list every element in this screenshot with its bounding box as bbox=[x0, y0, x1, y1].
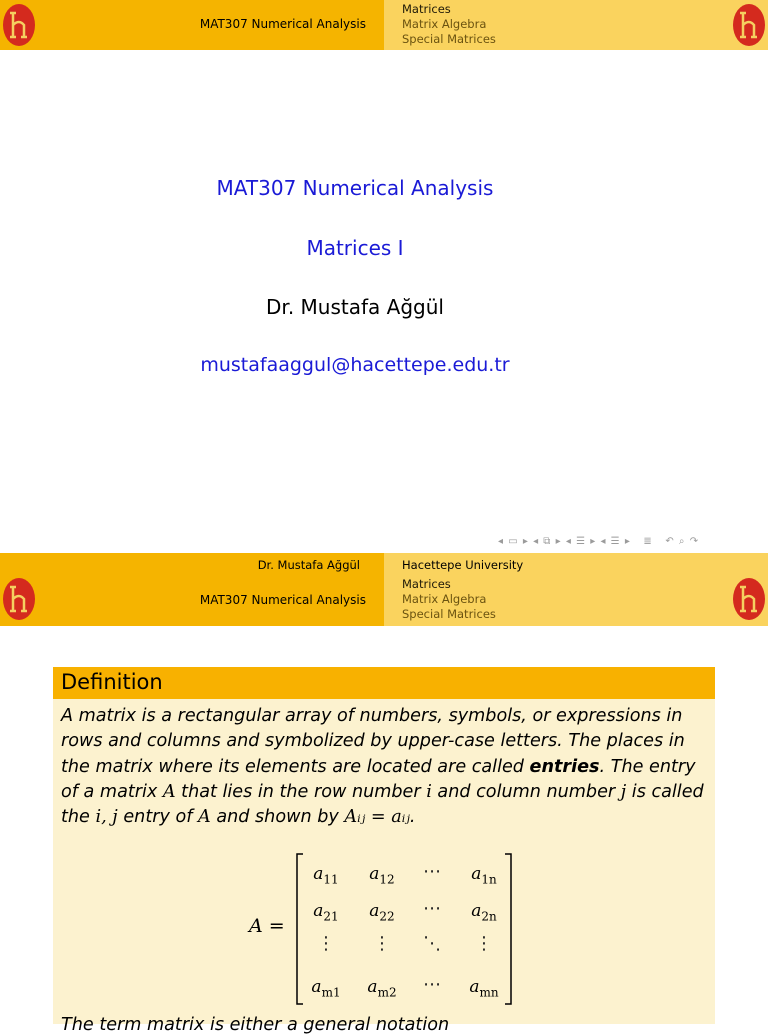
nav-search-icon[interactable]: ⌕ bbox=[678, 536, 686, 547]
section-special-matrices[interactable]: Special Matrices bbox=[402, 607, 496, 621]
definition-block-header bbox=[53, 667, 715, 699]
author-email-link[interactable]: mustafaaggul@hacettepe.edu.tr bbox=[200, 354, 510, 376]
hacettepe-logo-icon bbox=[2, 577, 36, 621]
nav-doc-icon[interactable]: ≣ bbox=[635, 536, 662, 547]
definition-text: A matrix is a rectangular array of numbers, symbols, or expressions in rows and columns and symbolized by upper-case letters. The places in the matrix where its elements are located are called entries. The entry of a matrix A that lies in the row number i and column number j is called the i, j entry of A and shown by Aᵢⱼ = aᵢⱼ. bbox=[61, 706, 704, 828]
slide2-university: Hacettepe University bbox=[402, 558, 524, 572]
matrix-entry: $a_{1n}$ bbox=[471, 864, 497, 887]
nav-redo-icon[interactable]: ↷ bbox=[689, 536, 700, 547]
slide2-course-name: MAT307 Numerical Analysis bbox=[199, 593, 366, 607]
section-matrices[interactable]: Matrices bbox=[402, 2, 451, 16]
matrix-display bbox=[53, 849, 715, 1009]
matrix-vdots: ⋮ bbox=[317, 933, 335, 954]
nav-subsection-icon[interactable]: ⧉ bbox=[543, 536, 552, 547]
author-name: Dr. Mustafa Ağgül bbox=[266, 295, 444, 319]
matrix-entry: $a_{11}$ bbox=[313, 864, 339, 887]
matrix-lhs: A = bbox=[249, 915, 285, 937]
matrix-hdots: ⋯ bbox=[423, 974, 441, 995]
matrix-vdots: ⋮ bbox=[373, 933, 391, 954]
nav-frame-prev-icon[interactable]: ◂ bbox=[498, 536, 505, 547]
matrix-hdots: ⋯ bbox=[423, 898, 441, 919]
nav-frame-next-icon[interactable]: ▸ bbox=[522, 536, 529, 547]
matrix-entry: $a_{22}$ bbox=[369, 901, 395, 924]
slide-title: MAT307 Numerical Analysis bbox=[216, 176, 494, 200]
nav-section-prev-icon[interactable]: ◂ bbox=[565, 536, 572, 547]
entries-term: entries bbox=[529, 756, 600, 777]
matrix-ddots: ⋱ bbox=[423, 933, 441, 954]
section-special-matrices[interactable]: Special Matrices bbox=[402, 32, 496, 46]
beamer-nav-bar bbox=[498, 536, 699, 552]
matrix-entry: $a_{21}$ bbox=[313, 901, 339, 924]
hacettepe-logo-icon bbox=[732, 3, 766, 47]
slide2-header bbox=[0, 553, 768, 626]
definition-title: Definition bbox=[61, 670, 163, 694]
nav-subsection-prev-icon[interactable]: ◂ bbox=[533, 536, 540, 547]
matrix-entry: $a_{mn}$ bbox=[469, 977, 499, 1000]
section-matrices[interactable]: Matrices bbox=[402, 577, 451, 591]
nav-part-prev-icon[interactable]: ◂ bbox=[600, 536, 607, 547]
nav-section-icon[interactable]: ☰ bbox=[576, 536, 587, 547]
section-matrix-algebra[interactable]: Matrix Algebra bbox=[402, 17, 487, 31]
matrix-entry: $a_{m1}$ bbox=[311, 977, 341, 1000]
entry-formula: Aᵢⱼ = aᵢⱼ bbox=[344, 807, 410, 828]
matrix-vdots: ⋮ bbox=[475, 933, 493, 954]
nav-undo-icon[interactable]: ↶ bbox=[665, 536, 675, 547]
slide-subtitle: Matrices I bbox=[306, 236, 404, 260]
matrix-hdots: ⋯ bbox=[423, 861, 441, 882]
hacettepe-logo-icon bbox=[2, 3, 36, 47]
matrix-entry: $a_{12}$ bbox=[369, 864, 395, 887]
nav-frame-icon[interactable]: ▭ bbox=[508, 536, 519, 547]
slide1-course-name: MAT307 Numerical Analysis bbox=[199, 17, 366, 31]
section-matrix-algebra[interactable]: Matrix Algebra bbox=[402, 592, 487, 606]
nav-subsection-next-icon[interactable]: ▸ bbox=[555, 536, 562, 547]
matrix-entry: $a_{m2}$ bbox=[367, 977, 397, 1000]
matrix-entry: $a_{2n}$ bbox=[471, 901, 497, 924]
hacettepe-logo-icon bbox=[732, 577, 766, 621]
nav-section-next-icon[interactable]: ▸ bbox=[590, 536, 597, 547]
nav-part-next-icon[interactable]: ▸ bbox=[624, 536, 631, 547]
definition-block-body bbox=[53, 699, 715, 1035]
slide1-header bbox=[0, 0, 768, 50]
definition-next-line: The term matrix is either a general notation bbox=[61, 1015, 450, 1035]
nav-part-icon[interactable]: ☰ bbox=[610, 536, 621, 547]
slide2-author: Dr. Mustafa Ağgül bbox=[257, 558, 360, 572]
